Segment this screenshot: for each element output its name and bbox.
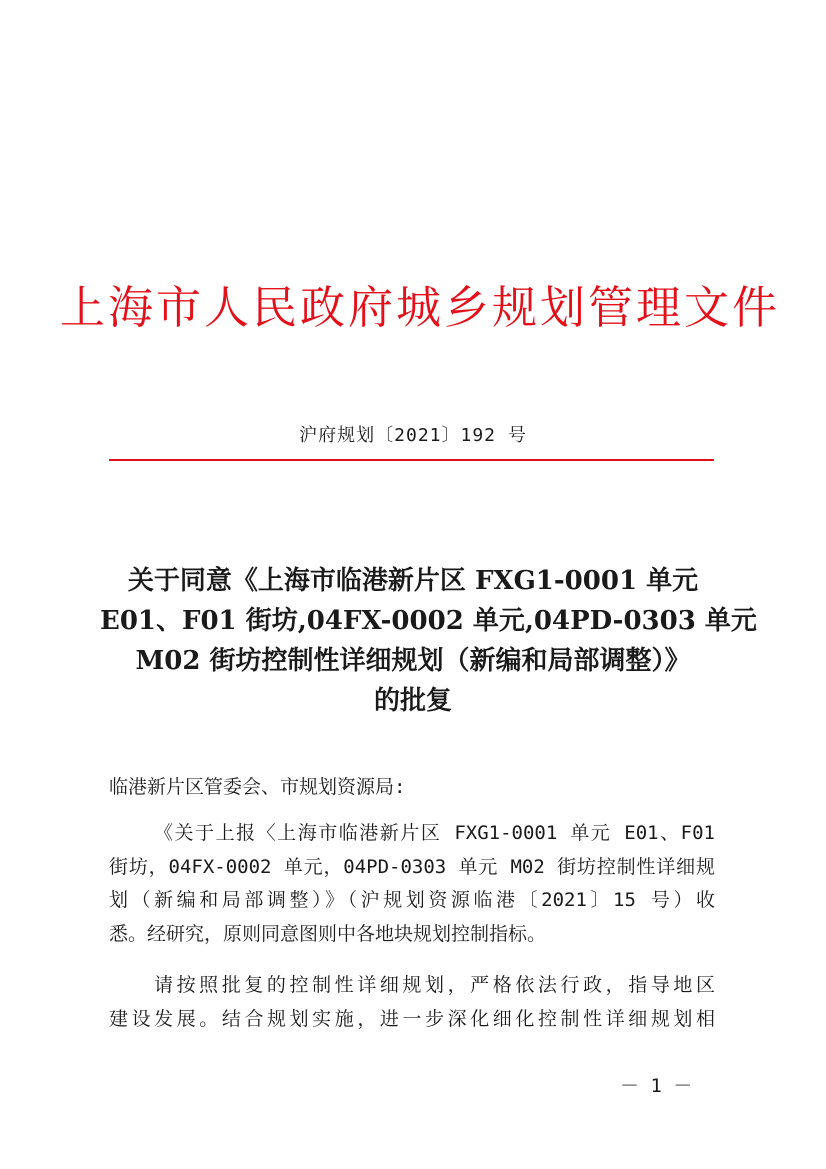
document-title (100, 561, 757, 721)
body-paragraph-2 (109, 969, 715, 1036)
paragraph-line: 悉。经研究，原则同意图则中各地块规划控制指标。 (109, 922, 547, 945)
agency-header-title: 上海市人民政府城乡规划管理文件 (60, 281, 781, 334)
title-line: M02 街坊控制性详细规划（新编和局部调整）》 (135, 646, 691, 676)
body-paragraph-1 (109, 817, 715, 951)
page-number: － 1 － (620, 1075, 693, 1097)
document-number: 沪府规划〔2021〕192 号 (299, 425, 527, 446)
paragraph-line: 划（新编和局部调整）》（沪规划资源临港〔2021〕15 号）收 (109, 889, 715, 911)
addressee-line: 临港新片区管委会、市规划资源局: (109, 776, 406, 798)
paragraph-line: 《关于上报〈上海市临港新片区 FXG1-0001 单元 E01、F01 (154, 822, 715, 844)
title-line: 的批复 (373, 686, 452, 716)
paragraph-line: 请按照批复的控制性详细规划，严格依法行政，指导地区 (154, 974, 715, 996)
paragraph-line: 建设发展。结合规划实施，进一步深化细化控制性详细规划相 (109, 1007, 715, 1030)
title-line: 关于同意《上海市临港新片区 FXG1-0001 单元 (127, 566, 699, 596)
red-separator-rule (109, 459, 714, 461)
paragraph-line: 街坊，04FX-0002 单元，04PD-0303 单元 M02 街坊控制性详细规 (109, 855, 715, 878)
title-line: E01、F01 街坊,04FX-0002 单元,04PD-0303 单元 (100, 606, 757, 636)
